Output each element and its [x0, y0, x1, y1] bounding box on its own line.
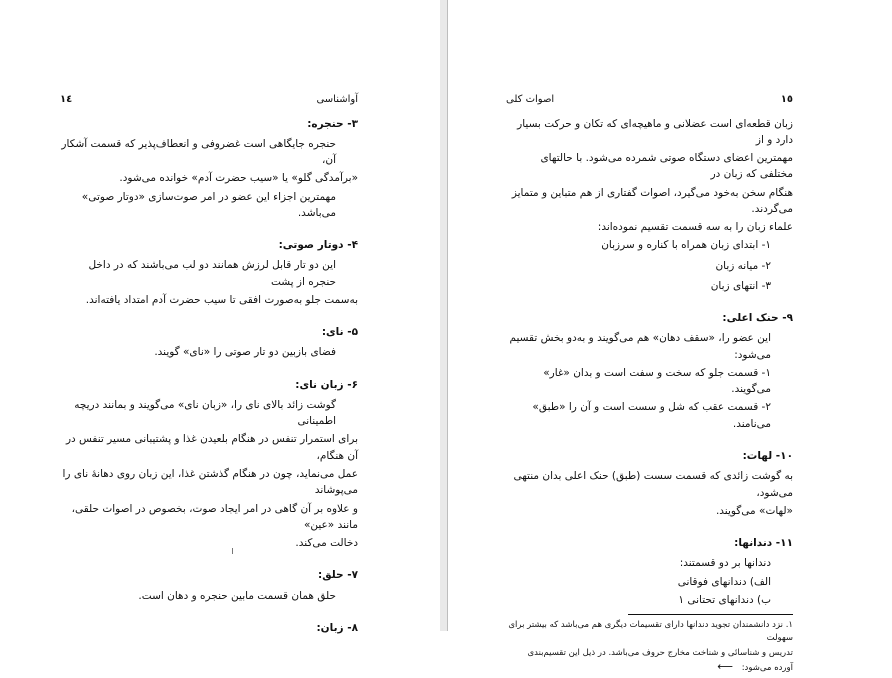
text-line: هنگام سخن به‌خود می‌گیرد، اصوات گفتاری از هم متباین و متمایز می‌گردند. — [511, 186, 793, 215]
text-line: علماء زبان را به سه قسمت تقسیم نموده‌اند: — [597, 221, 793, 234]
section-uvula — [506, 448, 793, 519]
section-title: ۳- حنجره: — [307, 117, 358, 130]
text-line: حنجره جایگاهی است غضروفی و انعطاف‌پذیر که قسمت آشکار آن، — [61, 137, 336, 167]
section-title: ۵- نای: — [321, 326, 358, 339]
footnote-line-with-arrow — [506, 647, 793, 676]
right-page-content — [506, 92, 793, 678]
section-palate — [506, 310, 793, 432]
text-line: مهمترین اجزاء این عضو در امر صوت‌سازی «دوتار صوتی» می‌باشد. — [81, 190, 336, 219]
text-line: فضای بازبین دو تار صوتی را «نای» گویند. — [154, 346, 336, 359]
text-line: به گوشت زائدی که قسمت سست (طبق) حنک اعلی بدان منتهی می‌شود، — [513, 470, 793, 499]
print-mark — [232, 548, 233, 554]
text-line: «لهات» می‌گویند. — [715, 504, 793, 517]
text-line: ۱- قسمت جلو که سخت و سفت است و بدان «غار» می‌گویند. — [543, 366, 771, 396]
text-line: این عضو را، «سقف دهان» هم می‌گویند و به‌دو بخش تقسیم می‌شود: — [509, 332, 771, 361]
text-line: الف) دندانهای فوقانی — [677, 575, 771, 588]
text-line: ۲- قسمت عقب که شل و سست است و آن را «طبق» می‌نامند. — [532, 401, 771, 430]
section-pharynx — [60, 567, 358, 604]
section-title: ۶- زبان نای: — [295, 378, 358, 391]
text-line: «برآمدگی گلو» یا «سیب حضرت آدم» خوانده می‌شود. — [119, 172, 358, 185]
section-glottis — [60, 324, 358, 361]
left-page-content — [60, 92, 358, 652]
text-line: مهمترین اعضای دستگاه صوتی شمرده می‌شود. با حالتهای مختلفی که زبان در — [540, 152, 793, 181]
section-tongue-continued — [506, 116, 793, 295]
text-line: عمل می‌نماید، چون در هنگام گذشتن غذا، این زبان روی دهانهٔ نای را می‌پوشاند — [62, 468, 358, 497]
footnote-rule — [628, 614, 793, 615]
section-epiglottis — [60, 377, 358, 552]
text-line: گوشت زائد بالای نای را، «زبان نای» می‌گویند و بمانند دریچه اطمینانی — [74, 398, 336, 428]
text-line: برای استمرار تنفس در هنگام بلعیدن غذا و پشتیبانی مسیر تنفس در آن هنگام، — [65, 433, 358, 462]
section-larynx — [60, 116, 358, 222]
right-page-number: ١٥ — [780, 94, 793, 105]
right-page — [447, 0, 892, 674]
text-line: حلق همان قسمت مابین حنجره و دهان است. — [138, 589, 336, 602]
section-vocal-cords — [60, 237, 358, 308]
list-item: ۱- ابتدای زبان همراه با کناره و سرزبان — [601, 239, 771, 252]
list-item: ۲- میانه زبان — [715, 259, 771, 272]
footnote — [506, 619, 793, 676]
section-title: ۱۱- دندانها: — [734, 537, 793, 550]
left-page — [0, 0, 441, 634]
text-line: و علاوه بر آن گاهی در امر ایجاد صوت، بخصوص در اصوات حلقی، مانند «عین» — [71, 502, 358, 531]
left-page-number: ١٤ — [60, 94, 73, 105]
list-item: ۳- انتهای زبان — [710, 279, 771, 292]
section-title: ۸- زبان: — [316, 621, 358, 634]
text-line: به‌سمت جلو به‌صورت افقی تا سیب حضرت آدم امتداد یافته‌اند. — [85, 293, 358, 306]
section-title: ۹- حنک اعلی: — [722, 312, 793, 325]
section-title: ۱۰- لهات: — [742, 450, 793, 463]
section-title: ۷- حلق: — [318, 569, 358, 582]
section-tongue — [60, 620, 358, 636]
footnote-line: تدریس و شناسائی و شناخت مخارج حروف می‌باشد. در ذیل این تقسیم‌بندی آورده می‌شود: — [527, 647, 793, 674]
arrow-left-icon: ⟵ — [717, 660, 733, 674]
footnote-line: ۱. نزد دانشمندان تجوید دندانها دارای تقسیمات دیگری هم می‌باشد که بیشتر برای سهولت — [508, 620, 793, 643]
left-running-title: آواشناسی — [316, 94, 358, 105]
book-gutter — [440, 0, 447, 631]
text-line: دندانها بر دو قسمتند: — [679, 557, 771, 570]
right-page-header — [506, 92, 793, 108]
left-page-header — [60, 92, 358, 108]
section-teeth — [506, 535, 793, 608]
right-running-title: اصوات کلی — [506, 94, 555, 105]
text-line: دخالت می‌کند. — [295, 537, 358, 550]
text-line: این دو تار قابل لرزش همانند دو لب می‌باشند که در داخل حنجره از پشت — [88, 259, 336, 288]
text-line: ب) دندانهای تحتانی ۱ — [678, 593, 771, 606]
section-title: ۴- دوتار صوتی: — [278, 239, 358, 252]
text-line: زبان قطعه‌ای است عضلانی و ماهیچه‌ای که تکان و حرکت بسیار دارد و از — [517, 117, 793, 146]
